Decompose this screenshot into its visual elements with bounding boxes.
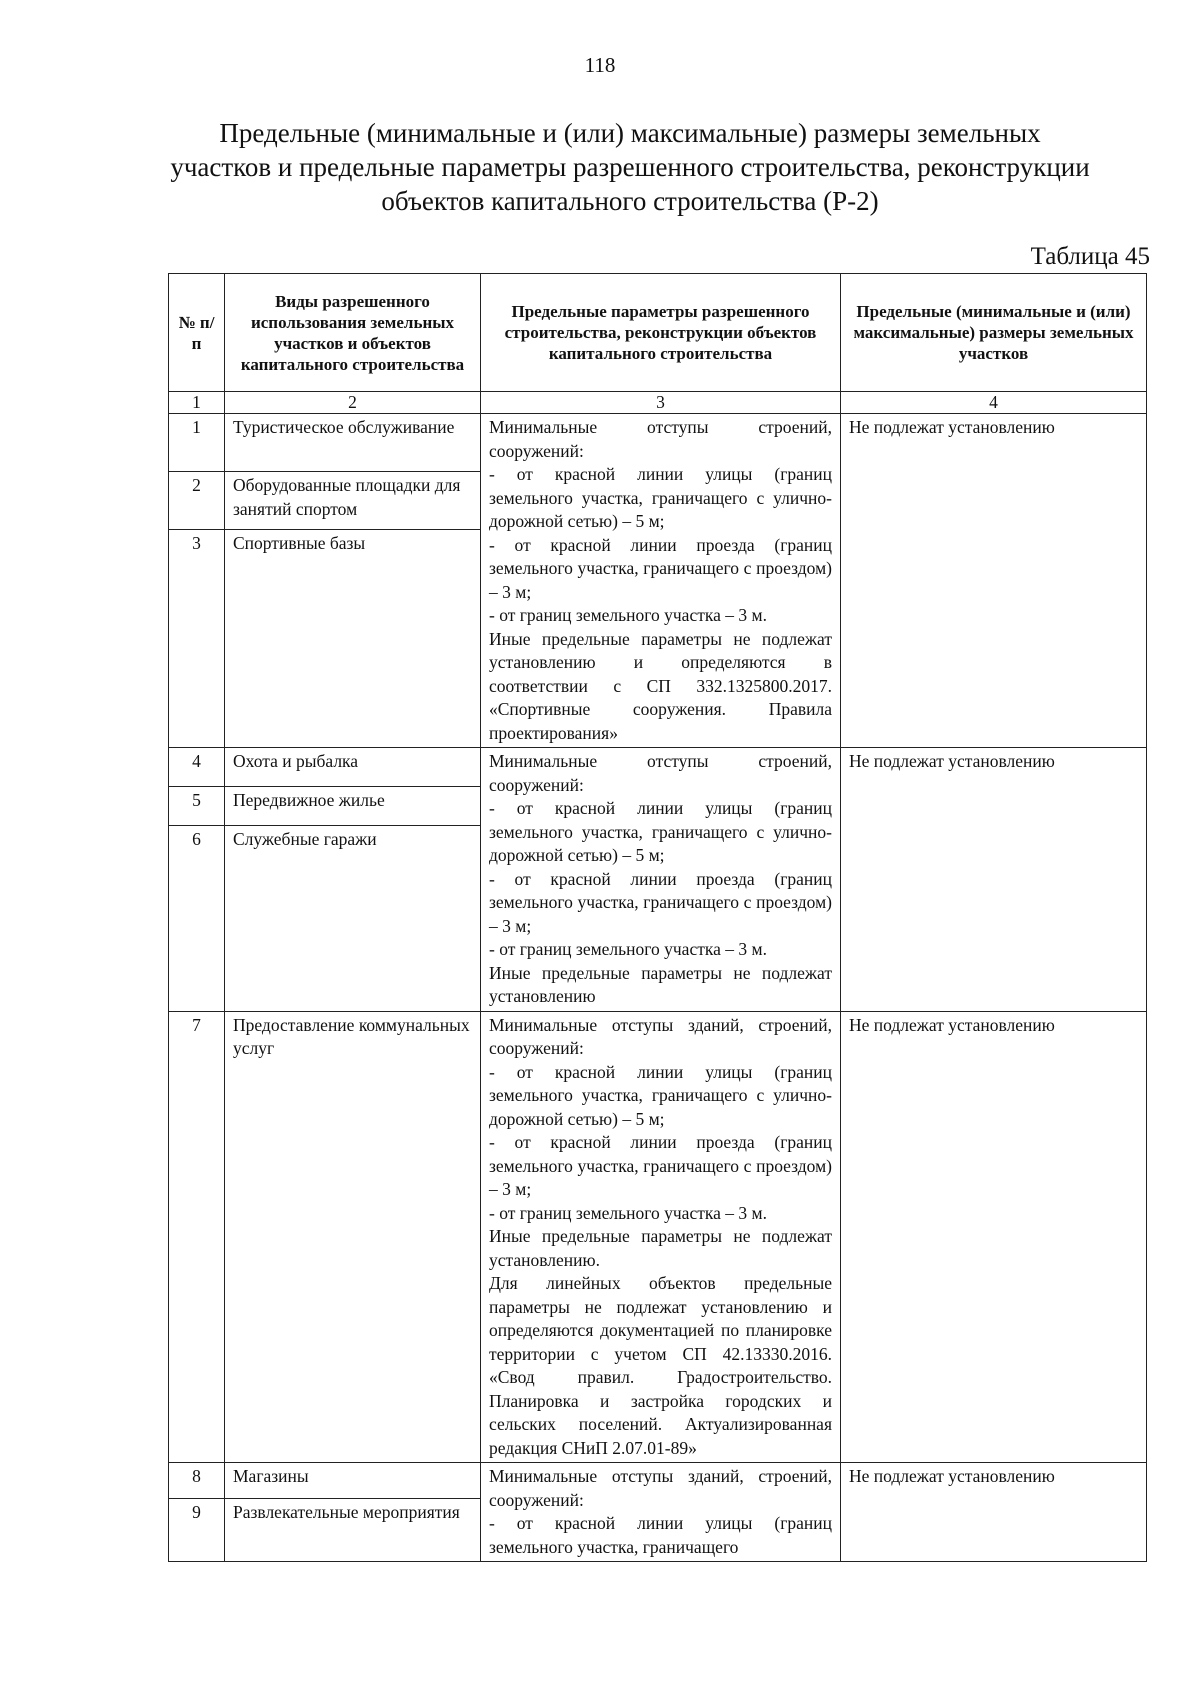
- table-header-row: [169, 274, 1147, 392]
- params-cell: [481, 414, 841, 748]
- table-row: [169, 1463, 1147, 1499]
- plot-size-cell: Не подлежат установлению: [841, 414, 1147, 748]
- plot-size-cell: Не подлежат установлению: [841, 748, 1147, 1012]
- page-number: 118: [584, 53, 616, 77]
- params-line: Иные предельные параметры не подлежат установлению: [489, 962, 832, 1006]
- row-number: 9: [169, 1499, 225, 1562]
- params-line: - от красной линии улицы (границ земельного участка, граничащего с улично-дорожной сетью) – 5 м;: [489, 1061, 832, 1129]
- params-line: - от красной линии проезда (границ земельного участка, граничащего с проездом) – 3 м;: [489, 868, 832, 936]
- plot-size-cell: Не подлежат установлению: [841, 1011, 1147, 1463]
- row-number: 8: [169, 1463, 225, 1499]
- table-row: [169, 1011, 1147, 1463]
- column-number: 2: [225, 392, 481, 414]
- params-line: Иные предельные параметры не подлежат установлению.: [489, 1226, 832, 1270]
- plot-size-cell: Не подлежат установлению: [841, 1463, 1147, 1562]
- column-number: 1: [169, 392, 225, 414]
- title-line: Предельные (минимальные и (или) максимальные) размеры земельных: [219, 118, 1041, 148]
- use-type-cell: Передвижное жилье: [225, 787, 481, 826]
- header-build-params: Предельные параметры разрешенного строительства, реконструкции объектов капитального строительства: [481, 274, 841, 392]
- params-line: - от границ земельного участка – 3 м.: [489, 605, 767, 625]
- use-type-cell: Магазины: [225, 1463, 481, 1499]
- params-cell: [481, 748, 841, 1012]
- params-line: Минимальные отступы зданий, строений, сооружений:: [489, 1466, 832, 1510]
- params-line: Минимальные отступы строений, сооружений:: [489, 417, 832, 461]
- header-plot-sizes: Предельные (минимальные и (или) максимальные) размеры земельных участков: [841, 274, 1147, 392]
- use-type-cell: Развлекательные мероприятия: [225, 1499, 481, 1562]
- table-label: Таблица 45: [1030, 243, 1150, 270]
- parameters-table: [168, 273, 1147, 1562]
- column-number: 4: [841, 392, 1147, 414]
- row-number: 4: [169, 748, 225, 787]
- params-cell: [481, 1011, 841, 1463]
- row-number: 5: [169, 787, 225, 826]
- row-number: 6: [169, 826, 225, 1012]
- row-number: 2: [169, 472, 225, 530]
- params-line: - от красной линии проезда (границ земельного участка, граничащего с проездом) – 3 м;: [489, 1132, 832, 1199]
- use-type-cell: Служебные гаражи: [225, 826, 481, 1012]
- title-line: объектов капитального строительства (Р-2): [381, 186, 879, 216]
- params-line: Иные предельные параметры не подлежат установлению и определяются в соответствии с СП 332.1325800.2017. «Спортивные сооружения. Правила проектирования»: [489, 628, 832, 743]
- column-number-row: [169, 392, 1147, 414]
- document-title: [100, 116, 1160, 218]
- row-number: 1: [169, 414, 225, 472]
- table-row: [169, 414, 1147, 472]
- row-number: 3: [169, 530, 225, 748]
- header-number: № п/п: [169, 274, 225, 392]
- params-line: - от красной линии улицы (границ земельного участка, граничащего: [489, 1513, 832, 1557]
- params-line: Для линейных объектов предельные параметры не подлежат установлению и определяются документацией по планировке территории с учетом СП 42.13330.2016. «Свод правил. Градостроительство. Планировка и застройка городских и сельских поселений. Актуализированная редакция СНиП 2.07.01-89»: [489, 1273, 832, 1458]
- header-use-type: Виды разрешенного использования земельных участков и объектов капитального строительства: [225, 274, 481, 392]
- use-type-cell: Охота и рыбалка: [225, 748, 481, 787]
- table-row: [169, 748, 1147, 787]
- params-line: Минимальные отступы зданий, строений, сооружений:: [489, 1014, 832, 1058]
- use-type-cell: Спортивные базы: [225, 530, 481, 748]
- row-number: 7: [169, 1011, 225, 1463]
- params-line: - от красной линии улицы (границ земельного участка, граничащего с улично-дорожной сетью) – 5 м;: [489, 464, 832, 531]
- params-line: - от границ земельного участка – 3 м.: [489, 939, 767, 959]
- params-line: - от красной линии улицы (границ земельного участка, граничащего с улично-дорожной сетью) – 5 м;: [489, 798, 832, 865]
- params-line: - от красной линии проезда (границ земельного участка, граничащего с проездом) – 3 м;: [489, 534, 832, 602]
- params-cell: [481, 1463, 841, 1562]
- title-line: участков и предельные параметры разрешенного строительства, реконструкции: [170, 152, 1090, 182]
- use-type-cell: Оборудованные площадки для занятий спортом: [225, 472, 481, 530]
- params-line: Минимальные отступы строений, сооружений:: [489, 751, 832, 795]
- column-number: 3: [481, 392, 841, 414]
- use-type-cell: Туристическое обслуживание: [225, 414, 481, 472]
- use-type-cell: Предоставление коммунальных услуг: [225, 1011, 481, 1463]
- params-line: - от границ земельного участка – 3 м.: [489, 1202, 767, 1223]
